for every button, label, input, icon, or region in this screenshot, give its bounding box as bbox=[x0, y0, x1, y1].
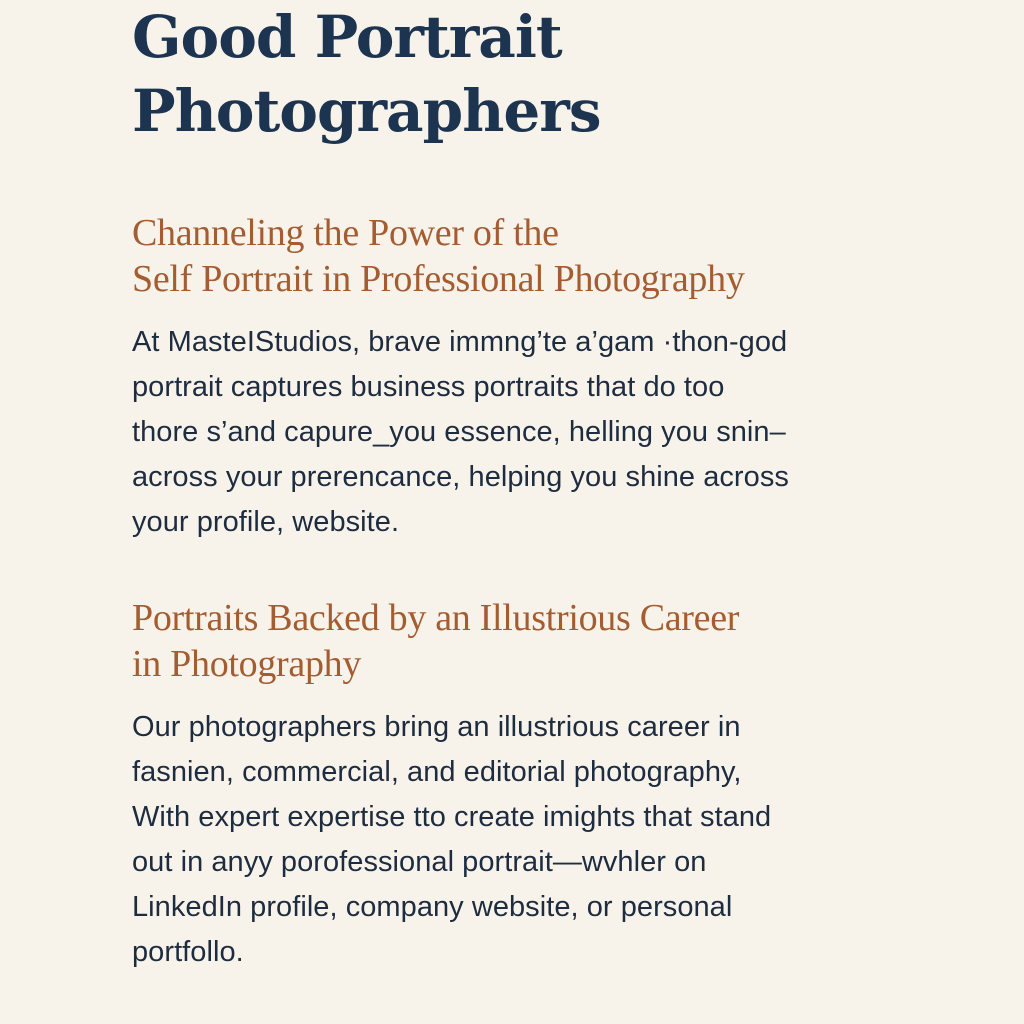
body-line: portrait captures business portraits that do too bbox=[132, 371, 725, 403]
section-body-illustrious-career bbox=[132, 705, 771, 975]
page-title-line: Photographers bbox=[132, 77, 601, 145]
body-line: out in anyy porofessional portrait—wvhler on bbox=[132, 846, 707, 878]
section-heading-self-portrait bbox=[132, 210, 745, 302]
section-heading-line: Channeling the Power of the bbox=[132, 212, 559, 254]
section-body-self-portrait bbox=[132, 320, 789, 545]
body-line: LinkedIn profile, company website, or personal bbox=[132, 891, 733, 923]
body-line: Our photographers bring an illustrious career in bbox=[132, 711, 741, 743]
body-line: thore s’and capure_you essence, helling you snin– bbox=[132, 416, 786, 448]
body-line: With expert expertise tto create imights that stand bbox=[132, 801, 772, 833]
body-line: portfollo. bbox=[132, 936, 244, 968]
body-line: your profile, website. bbox=[132, 506, 400, 538]
section-heading-line: Portraits Backed by an Illustrious Career bbox=[132, 597, 740, 639]
body-line: At MasteIStudios, brave immng’te a’gam ·thon-god bbox=[132, 326, 788, 358]
body-line: across your prerencance, helping you shine across bbox=[132, 461, 789, 493]
body-line: fasnien, commercial, and editorial photography, bbox=[132, 756, 742, 788]
article-page bbox=[132, 0, 912, 1024]
page-title-line: Good Portrait bbox=[132, 3, 562, 71]
section-heading-illustrious-career bbox=[132, 595, 739, 687]
section-heading-line: in Photography bbox=[132, 643, 362, 685]
page-title bbox=[132, 0, 600, 148]
section-heading-line: Self Portrait in Professional Photography bbox=[132, 258, 745, 300]
